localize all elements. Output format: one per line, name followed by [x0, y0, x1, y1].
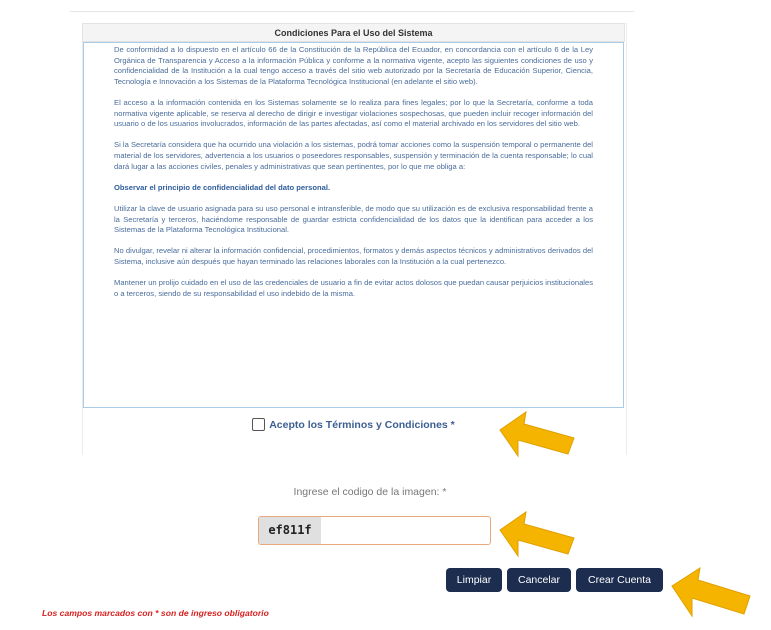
accept-terms-label[interactable]: Acepto los Términos y Condiciones *	[269, 419, 455, 431]
terms-paragraph: No divulgar, revelar ni alterar la información confidencial, procedimientos, formatos y demás aspectos técnicos y administrativos derivados del Sistema, inclusive aún después que hayan terminado las relaciones laborales con la Institución a la cual pertenezco.	[114, 246, 593, 266]
arrow-icon	[668, 566, 756, 622]
required-fields-note: Los campos marcados con * son de ingreso obligatorio	[42, 608, 269, 618]
captcha-label: Ingrese el codigo de la imagen: *	[293, 486, 447, 498]
captcha-code-image: ef811f	[259, 517, 321, 544]
create-account-button[interactable]: Crear Cuenta	[576, 568, 663, 592]
terms-paragraph: Utilizar la clave de usuario asignada para su uso personal e intransferible, de modo que su utilización es de exclusiva responsabilidad frente a la Secretaría y terceros, haciéndome responsable de guardar estricta confidencialidad de los datos que la identifican para acceder a los Sistemas de la Plataforma Tecnológica Institucional.	[114, 203, 593, 235]
terms-paragraph-heading: Observar el principio de confidencialidad del dato personal.	[114, 182, 331, 192]
terms-paragraph: Si la Secretaría considera que ha ocurrido una violación a los sistemas, podrá tomar acciones como la suspensión temporal o permanente del material de los servidores, advertencia a los usuarios o poseedores responsables, suspensión y terminación de la cuenta responsable; lo cual dará lugar a las acciones civiles, penales y administrativas que sean pertinentes, por lo que me obliga a:	[114, 140, 593, 171]
terms-text-box[interactable]	[83, 42, 624, 408]
terms-paragraph: El acceso a la información contenida en los Sistemas solamente se lo realiza para fines legales; por lo que la Secretaría, conforme a toda normativa vigente aplicable, se reserva al derecho de dirigir e investigar violaciones sospechosas, que pueden incluir recoger información del usuario o de los usuarios involucrados, información de las partes afectadas, así como el material archivado en los servidores del sitio web.	[114, 97, 593, 129]
clear-button[interactable]: Limpiar	[446, 568, 502, 592]
captcha-field	[258, 516, 491, 545]
arrow-icon	[496, 410, 580, 462]
top-divider	[70, 11, 634, 12]
cancel-button[interactable]: Cancelar	[507, 568, 571, 592]
terms-panel-title: Condiciones Para el Uso del Sistema	[82, 23, 625, 42]
arrow-icon	[496, 510, 580, 562]
terms-paragraph: De conformidad a lo dispuesto en el artículo 66 de la Constitución de la República del Ecuador, en concordancia con el artículo 6 de la Ley Orgánica de Transparencia y Acceso a la información Pública y conforme a la normativa vigente, acepto las siguientes condiciones de uso y confidencialidad de la Institución a la cual tengo acceso a través del sitio web autorizado por la Secretaría de Educación Superior, Ciencia, Tecnología e Innovación a los Sistemas de la Plataforma Tecnológica Institucional (en adelante el sitio web).	[114, 45, 593, 86]
captcha-input[interactable]	[321, 517, 490, 544]
terms-paragraph: Mantener un prolijo cuidado en el uso de las credenciales de usuario a fin de evitar actos dolosos que puedan causar perjuicios institucionales o a terceros, siendo de su responsabilidad el uso indebido de la misma.	[114, 278, 593, 298]
accept-terms-checkbox[interactable]	[252, 418, 265, 431]
